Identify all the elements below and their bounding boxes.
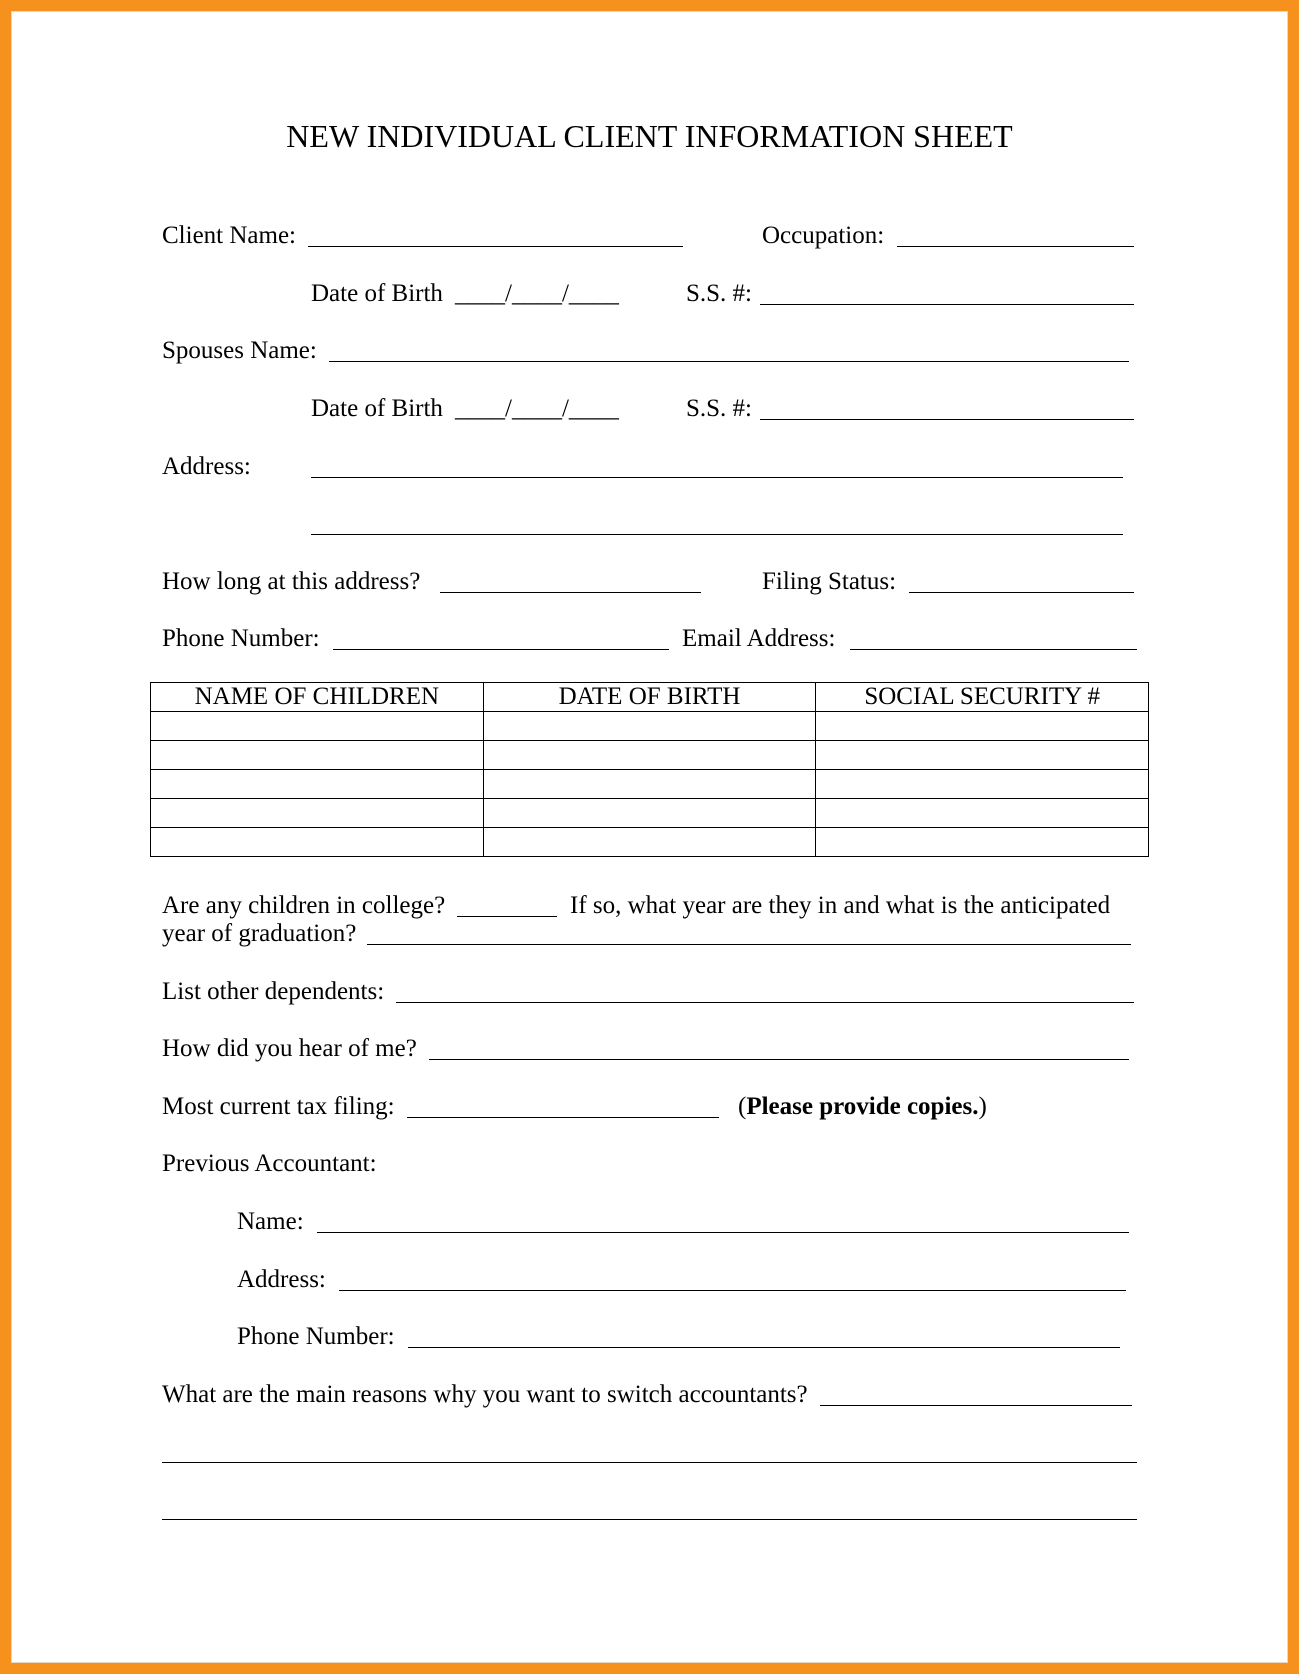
phone-field[interactable] [333,649,669,650]
table-cell[interactable] [816,712,1149,741]
address-label: Address: [162,453,251,480]
table-cell[interactable] [483,712,816,741]
table-cell[interactable] [151,712,484,741]
switch-reasons-field[interactable] [820,1405,1132,1406]
how-long-label: How long at this address? [162,568,421,595]
children-table [150,682,1149,857]
table-cell[interactable] [816,770,1149,799]
table-cell[interactable] [151,828,484,857]
tax-filing-label: Most current tax filing: [162,1093,395,1120]
table-cell[interactable] [151,770,484,799]
header-date-of-birth: DATE OF BIRTH [483,683,816,712]
email-label: Email Address: [682,625,836,652]
table-row [151,770,1149,799]
graduation-label: year of graduation? [162,920,357,947]
prev-address-field[interactable] [339,1290,1126,1291]
college-follow-up: If so, what year are they in and what is the anticipated [570,892,1111,919]
table-cell[interactable] [816,828,1149,857]
client-name-label: Client Name: [162,222,296,249]
spouse-dob-label: Date of Birth [311,395,443,422]
header-name-of-children: NAME OF CHILDREN [151,683,484,712]
filing-status-field[interactable] [909,592,1134,593]
phone-label: Phone Number: [162,625,320,652]
switch-reasons-line-3[interactable] [162,1519,1137,1520]
note-open-paren: ( [738,1093,747,1120]
other-dependents-field[interactable] [396,1002,1134,1003]
table-cell[interactable] [483,770,816,799]
prev-name-label: Name: [237,1208,304,1235]
client-dob-field[interactable]: ____/____/____ [455,280,619,307]
table-cell[interactable] [483,741,816,770]
note-close-paren: ) [978,1093,987,1120]
prev-address-label: Address: [237,1266,326,1293]
table-cell[interactable] [816,741,1149,770]
hear-field[interactable] [429,1059,1129,1060]
table-header-row [151,683,1149,712]
switch-reasons-label: What are the main reasons why you want to switch accountants? [162,1381,808,1408]
note-please-provide-copies: Please provide copies. [746,1093,979,1120]
prev-phone-field[interactable] [408,1347,1120,1348]
table-row [151,799,1149,828]
table-row [151,828,1149,857]
tax-filing-note [738,1092,987,1122]
header-social-security: SOCIAL SECURITY # [816,683,1149,712]
client-dob-label: Date of Birth [311,280,443,307]
table-cell[interactable] [151,741,484,770]
other-dependents-label: List other dependents: [162,978,385,1005]
prev-phone-label: Phone Number: [237,1323,395,1350]
college-answer-field[interactable] [457,916,557,917]
college-question: Are any children in college? [162,892,446,919]
how-long-field[interactable] [440,592,701,593]
table-row [151,741,1149,770]
previous-accountant-label: Previous Accountant: [162,1150,377,1177]
spouse-ss-field[interactable] [760,419,1134,420]
address-line-2-field[interactable] [311,534,1123,535]
client-ss-label: S.S. #: [686,280,753,307]
spouse-name-field[interactable] [329,361,1129,362]
table-cell[interactable] [151,799,484,828]
spouse-name-label: Spouses Name: [162,337,317,364]
hear-label: How did you hear of me? [162,1035,417,1062]
switch-reasons-line-2[interactable] [162,1462,1137,1463]
email-field[interactable] [850,649,1137,650]
table-row [151,712,1149,741]
tax-filing-field[interactable] [407,1117,719,1118]
address-line-1-field[interactable] [311,477,1123,478]
spouse-ss-label: S.S. #: [686,395,753,422]
client-name-field[interactable] [308,246,683,247]
spouse-dob-field[interactable]: ____/____/____ [455,395,619,422]
filing-status-label: Filing Status: [762,568,897,595]
prev-name-field[interactable] [317,1232,1129,1233]
occupation-field[interactable] [897,246,1134,247]
client-ss-field[interactable] [760,304,1134,305]
page-title: NEW INDIVIDUAL CLIENT INFORMATION SHEET [286,118,1013,154]
table-cell[interactable] [483,828,816,857]
graduation-field[interactable] [367,944,1131,945]
table-cell[interactable] [816,799,1149,828]
occupation-label: Occupation: [762,222,885,249]
table-cell[interactable] [483,799,816,828]
